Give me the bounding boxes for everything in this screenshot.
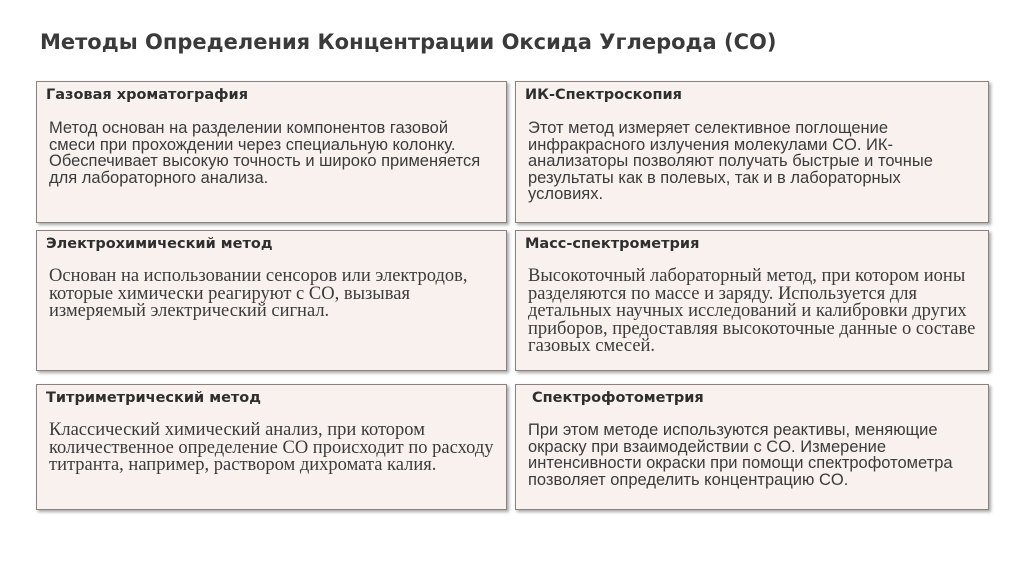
card-description: Этот метод измеряет селективное поглощение инфракрасного излучения молекулами CO. ИК-анализаторы позволяют получать быстрые и точные результаты как в полевых, так и в лабораторных условиях. [528,119,933,203]
method-card-gas-chromatography [36,81,507,223]
card-title: Газовая хроматография [46,87,249,103]
card-description: Метод основан на разделении компонентов газовой смеси при прохождении через специальную колонку. Обеспечивает высокую точность и широко применяется для лабораторного анализа. [49,119,481,187]
method-card-electrochemical [36,230,507,371]
method-card-titrimetric [36,384,507,510]
card-title: ИК-Спектроскопия [525,87,682,103]
slide-title: Методы Определения Концентрации Оксида Углерода (CO) [40,30,777,54]
method-card-spectrophotometry [515,384,989,510]
method-card-ir-spectroscopy [515,81,989,223]
method-card-mass-spectrometry [515,230,989,371]
card-description: При этом методе используются реактивы, меняющие окраску при взаимодействии с CO. Измерение интенсивности окраски при помощи спектрофотометра позволяет определить концентрацию CO. [528,421,953,489]
card-description: Основан на использовании сенсоров или электродов, которые химически реагируют с CO, вызывая измеряемый электрический сигнал. [49,266,468,321]
card-title: Электрохимический метод [46,236,273,252]
card-title: Спектрофотометрия [532,390,704,406]
card-description: Классический химический анализ, при котором количественное определение CO происходит по расходу титранта, например, раствором дихромата калия. [49,420,494,475]
card-description: Высокоточный лабораторный метод, при котором ионы разделяются по массе и заряду. Используется для детальных научных исследований и калибровки других приборов, предоставляя высокоточные данные о составе газовых смесей. [528,266,976,356]
card-title: Масс-спектрометрия [525,236,700,252]
card-title: Титриметрический метод [46,390,261,406]
